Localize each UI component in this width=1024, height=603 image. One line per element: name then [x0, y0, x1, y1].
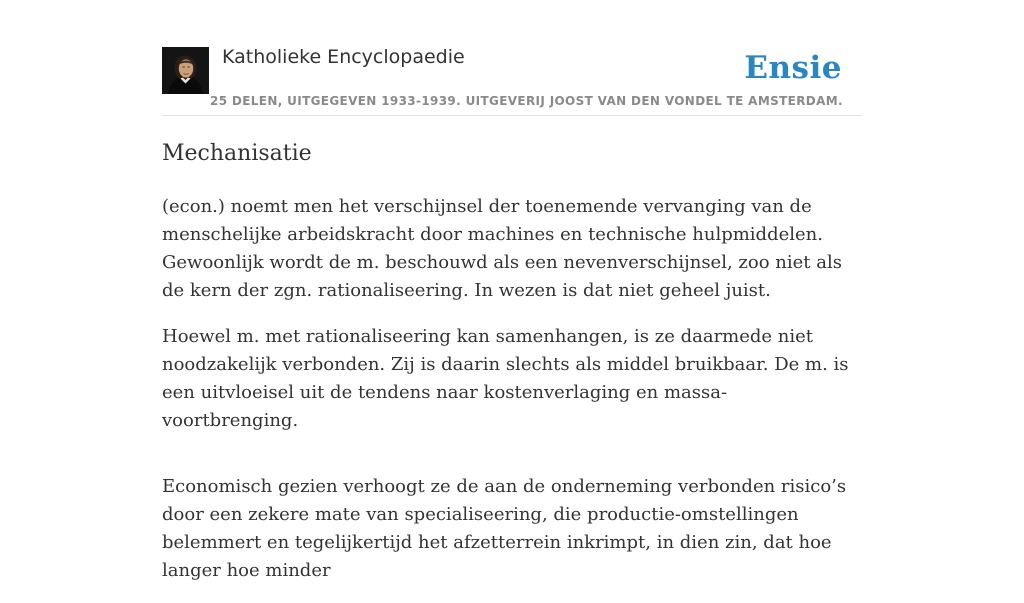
article	[162, 138, 862, 603]
site-title[interactable]: Katholieke Encyclopaedie	[222, 46, 465, 68]
article-paragraph: (econ.) noemt men het verschijnsel der toenemende vervanging van de menschelijke arbeidskracht door machines en technische hulpmiddelen. Gewoonlijk wordt de m. beschouwd als een nevenverschijnsel, zoo niet als de kern der zgn. rationaliseering. In wezen is dat niet geheel juist.	[162, 196, 842, 301]
site-subtitle: 25 DELEN, UITGEGEVEN 1933-1939. UITGEVERIJ JOOST VAN DEN VONDEL TE AMSTERDAM.	[210, 94, 843, 108]
brand-logo[interactable]: Ensie	[744, 50, 842, 86]
article-title: Mechanisatie	[162, 141, 312, 166]
portrait-icon[interactable]	[162, 47, 209, 94]
article-paragraph: Hoewel m. met rationaliseering kan samenhangen, is ze daarmede niet noodzakelijk verbonden. Zij is daarin slechts als middel bruikbaar. De m. is een uitvloeisel uit de tendens naar kostenverlaging en massa-voortbrenging.	[162, 326, 849, 431]
portrait-image	[162, 47, 209, 94]
header-divider	[162, 115, 862, 116]
article-paragraph: Economisch gezien verhoogt ze de aan de onderneming verbonden risico’s door een zekere mate van specialiseering, die productie-omstellingen belemmert en tegelijkertijd het afzetterrein inkrimpt, in dien zin, dat hoe langer hoe minder	[162, 476, 847, 581]
site-header	[162, 44, 862, 116]
